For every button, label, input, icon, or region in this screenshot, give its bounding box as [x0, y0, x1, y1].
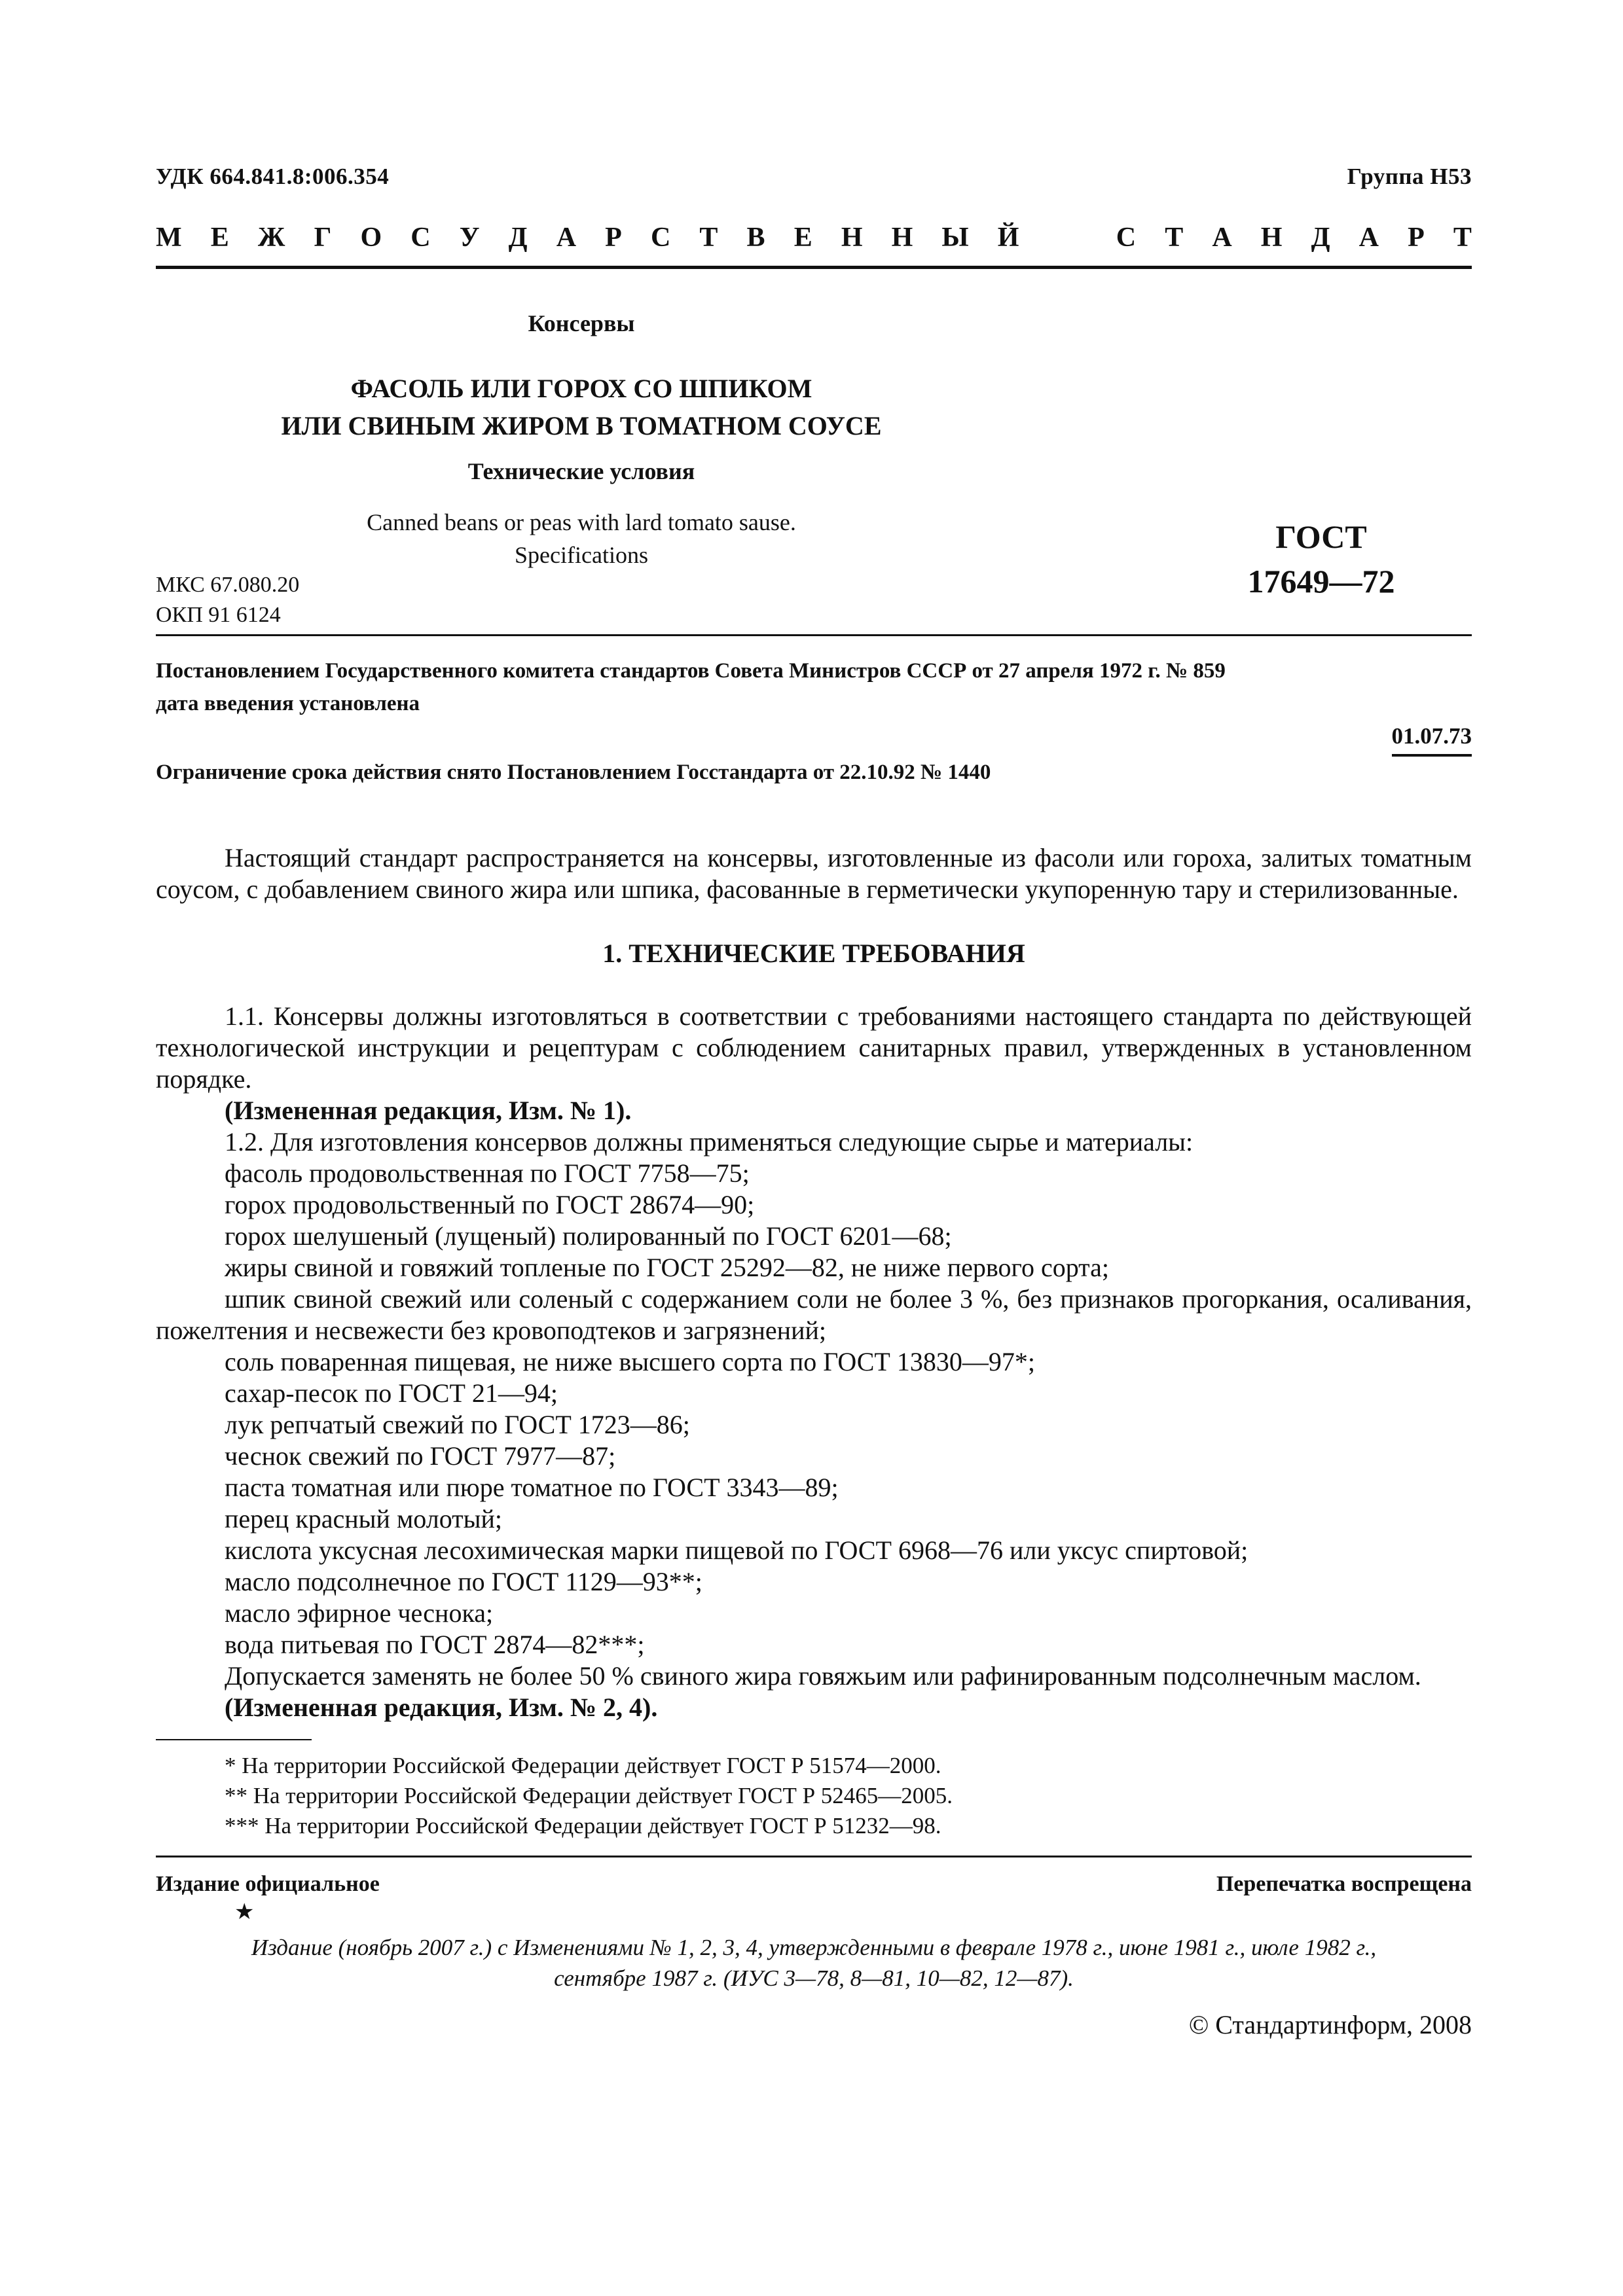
banner-letter: А [1359, 223, 1379, 253]
adoption-resolution [156, 655, 1472, 720]
footnote: *** На территории Российской Федерации действует ГОСТ Р 51232—98. [225, 1813, 941, 1839]
banner-letter: Т [699, 223, 718, 253]
restriction-note: Ограничение срока действия снято Постановлением Госстандарта от 22.10.92 № 1440 [156, 761, 991, 784]
clause-1-1: 1.1. Консервы должны изготовляться в соответствии с требованиями настоящего стандарта по действующей технологической инструкции и рецептурам с соблюдением санитарных правил, утвержденных в установленном порядке. [156, 1001, 1472, 1094]
banner-letter: Н [841, 223, 863, 253]
gost-label: ГОСТ [1275, 518, 1367, 555]
banner-letter: Д [1311, 223, 1330, 253]
edition-line: Издание (ноябрь 2007 г.) с Изменениями № 1, 2, 3, 4, утвержденными в феврале 1978 г., июне 1981 г., июле 1982 г., [251, 1935, 1377, 1960]
imprint-rule [156, 1856, 1472, 1857]
main-title-line: ИЛИ СВИНЫМ ЖИРОМ В ТОМАТНОМ СОУСЕ [281, 411, 882, 440]
banner-letter: С [1116, 223, 1137, 253]
banner-letter: Ы [941, 223, 969, 253]
title-column [156, 269, 1007, 571]
banner-letter: М [156, 223, 182, 253]
gost-designation [1190, 514, 1452, 603]
interstate-standard-banner [156, 224, 1472, 251]
banner-letter: В [746, 223, 765, 253]
group-code: Группа Н53 [1347, 164, 1472, 189]
list-item: паста томатная или пюре томатное по ГОСТ 3343—89; [225, 1473, 839, 1502]
banner-letter: Н [891, 223, 913, 253]
list-item: масло эфирное чеснока; [225, 1598, 494, 1628]
intro-paragraph: Настоящий стандарт распространяется на консервы, изготовленные из фасоли или гороха, залитых томатным соусом, с добавлением свиного жира или шпика, фасованные в герметически укупоренную тару и стерилизованные. [156, 843, 1472, 904]
banner-letter: Т [1453, 223, 1472, 253]
introduction-date [156, 720, 1472, 757]
list-item: фасоль продовольственная по ГОСТ 7758—75; [225, 1158, 750, 1188]
product-category: Консервы [528, 310, 635, 336]
banner-letter: О [360, 223, 382, 253]
list-item: чеснок свежий по ГОСТ 7977—87; [225, 1441, 616, 1471]
gost-number: 17649—72 [1247, 563, 1395, 600]
clause-1-2: 1.2. Для изготовления консервов должны применяться следующие сырье и материалы: [225, 1127, 1194, 1157]
amendment-note: (Измененная редакция, Изм. № 1). [225, 1096, 632, 1125]
english-title [156, 506, 1007, 571]
substitution-note: Допускается заменять не более 50 % свиного жира говяжьим или рафинированным подсолнечным маслом. [225, 1661, 1421, 1691]
banner-letter: Й [997, 223, 1019, 253]
english-title-line: Canned beans or peas with lard tomato sause. [367, 509, 796, 535]
list-item: сахар-песок по ГОСТ 21—94; [225, 1378, 558, 1408]
section-heading: 1. ТЕХНИЧЕСКИЕ ТРЕБОВАНИЯ [602, 939, 1025, 968]
footnote: ** На территории Российской Федерации действует ГОСТ Р 52465—2005. [225, 1783, 953, 1808]
edition-note [156, 1932, 1472, 1994]
banner-letter: Ж [257, 223, 285, 253]
banner-letter: У [459, 223, 480, 253]
imprint-row [156, 1872, 1472, 1897]
list-item: жиры свиной и говяжий топленые по ГОСТ 25292—82, не ниже первого сорта; [225, 1253, 1110, 1282]
resolution-line: Постановлением Государственного комитета стандартов Совета Министров СССР от 27 апреля 1972 г. № 859 [156, 659, 1226, 683]
banner-letter: Р [605, 223, 622, 253]
main-title [156, 370, 1007, 444]
list-item: масло подсолнечное по ГОСТ 1129—93**; [225, 1567, 702, 1596]
materials-list [156, 1158, 1472, 1660]
list-item: горох продовольственный по ГОСТ 28674—90; [225, 1190, 755, 1219]
banner-letter: Р [1408, 223, 1425, 253]
edition-line: сентябре 1987 г. (ИУС 3—78, 8—81, 10—82, 12—87). [554, 1965, 1074, 1991]
list-item: вода питьевая по ГОСТ 2874—82***; [225, 1630, 645, 1659]
reprint-prohibited-label: Перепечатка воспрещена [1216, 1872, 1472, 1896]
banner-letter: С [410, 223, 431, 253]
banner-letter: А [556, 223, 577, 253]
footnote: * На территории Российской Федерации действует ГОСТ Р 51574—2000. [225, 1753, 941, 1778]
official-edition-label: Издание официальное [156, 1872, 380, 1896]
list-item: перец красный молотый; [225, 1504, 503, 1534]
banner-letter: Г [314, 223, 332, 253]
banner-letter: Н [1260, 223, 1283, 253]
list-item: лук репчатый свежий по ГОСТ 1723—86; [225, 1410, 690, 1439]
star-icon: ★ [234, 1900, 255, 1924]
banner-letter: Д [508, 223, 528, 253]
introduction-date-value: 01.07.73 [1392, 720, 1472, 757]
document-page [156, 164, 1472, 2040]
banner-letter: Т [1165, 223, 1184, 253]
list-item: шпик свиной свежий или соленый с содержанием соли не более 3 %, без признаков прогоркания, осаливания, пожелтения и несвежести без кровоподтеков и загрязнений; [156, 1284, 1472, 1345]
amendment-note: (Измененная редакция, Изм. № 2, 4). [225, 1693, 658, 1722]
okp-code: ОКП 91 6124 [156, 603, 281, 627]
mks-code: МКС 67.080.20 [156, 573, 300, 597]
resolution-line: дата введения установлена [156, 692, 420, 715]
document-body [156, 842, 1472, 1723]
subtitle: Технические условия [467, 458, 695, 484]
copyright: © Стандартинформ, 2008 [1188, 2010, 1472, 2039]
banner-letter: С [650, 223, 671, 253]
codes-rule [156, 634, 1472, 636]
banner-letter: Е [793, 223, 812, 253]
footnote-separator [156, 1739, 312, 1740]
list-item: соль поваренная пищевая, не ниже высшего сорта по ГОСТ 13830—97*; [225, 1347, 1035, 1376]
banner-gap [1048, 224, 1087, 251]
udk-code: УДК 664.841.8:006.354 [156, 164, 390, 189]
banner-letter: А [1212, 223, 1232, 253]
main-title-line: ФАСОЛЬ ИЛИ ГОРОХ СО ШПИКОМ [350, 374, 812, 403]
header-row [156, 164, 1472, 190]
footnotes [156, 1751, 1472, 1841]
english-title-line: Specifications [515, 542, 648, 568]
list-item: горох шелушеный (лущеный) полированный по ГОСТ 6201—68; [225, 1221, 952, 1251]
list-item: кислота уксусная лесохимическая марки пищевой по ГОСТ 6968—76 или уксус спиртовой; [225, 1535, 1249, 1565]
banner-letter: Е [210, 223, 229, 253]
